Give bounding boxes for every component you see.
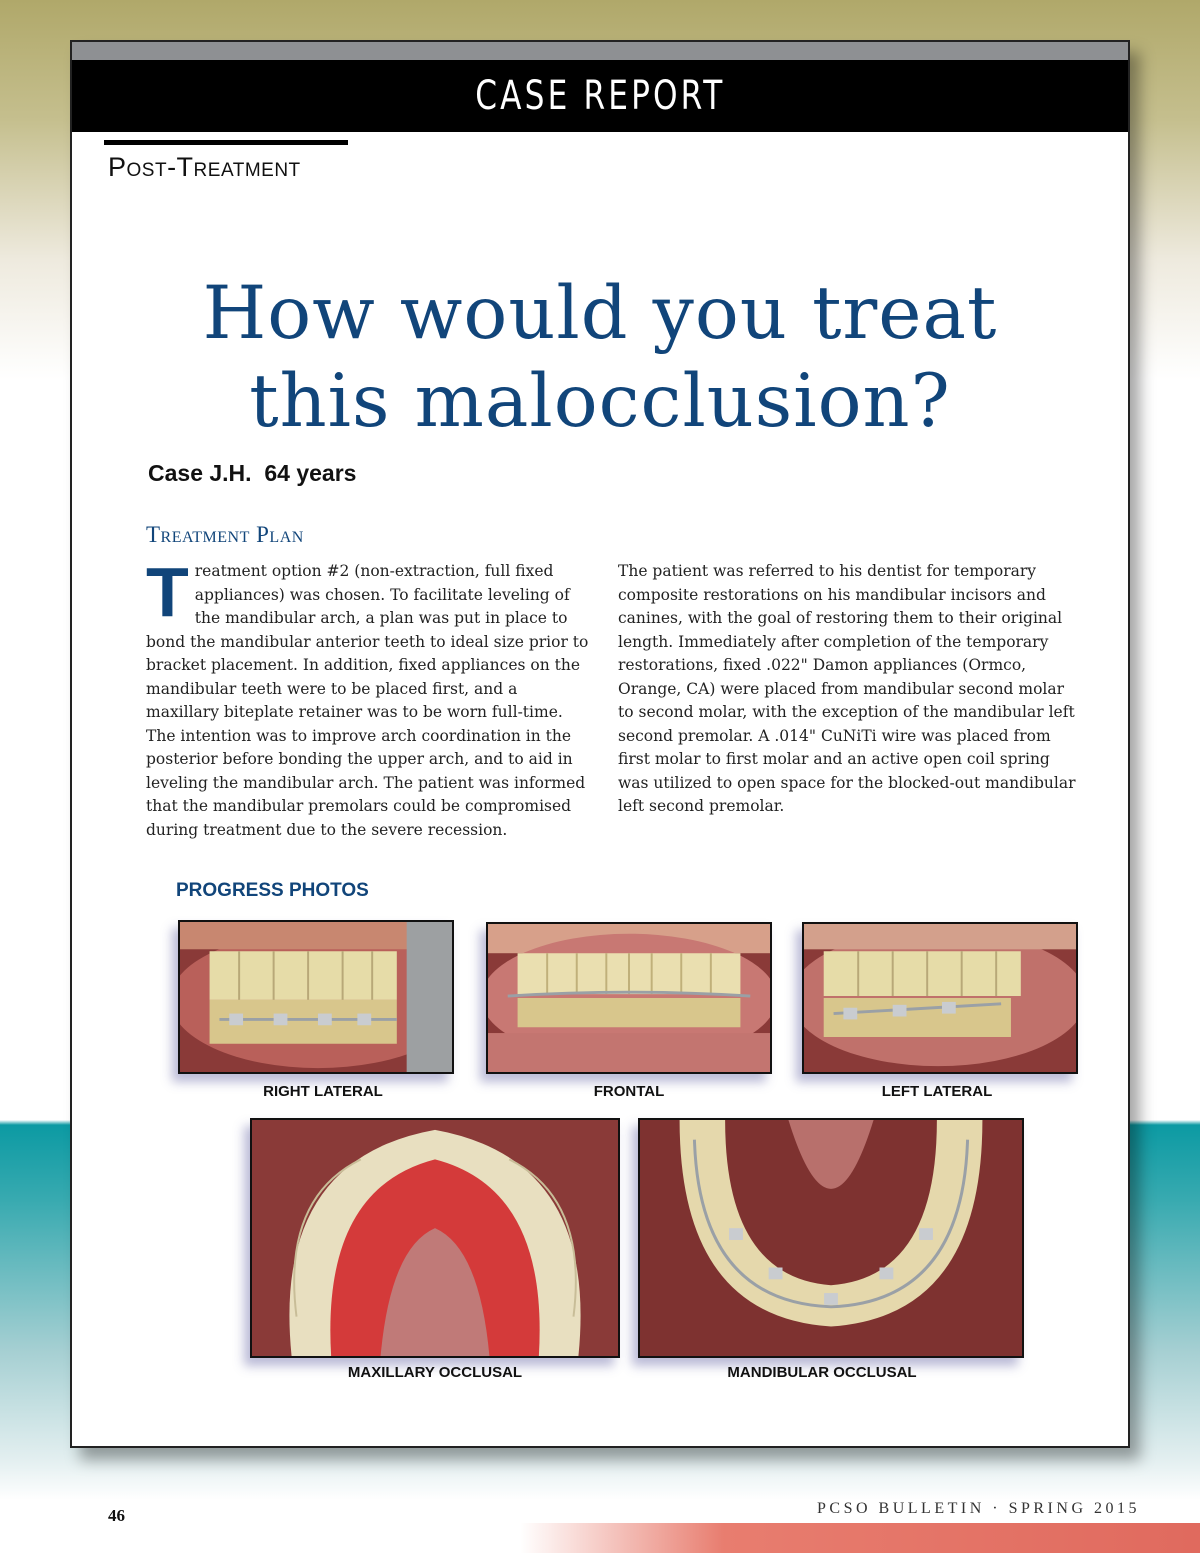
case-age: 64 years [264,460,357,486]
page-number: 46 [108,1506,125,1525]
headline [72,270,1128,446]
photo-frontal [486,922,772,1074]
body-text-2: The patient was referred to his dentist for temporary composite restorations on his mandibular incisors and canines, with the goal of restoring them to their original length. Immediately after completion of the temporary restorations, fixed .022" Damon appliances (Ormco, Orange, CA) were placed from mandibular second molar to second molar, with the exception of the mandibular left second premolar. A .014" CuNiTi wire was placed from first molar to first molar and an active open coil spring was utilized to open space for the blocked-out mandibular left second premolar. [618,562,1076,815]
treatment-plan-heading: Treatment Plan [146,522,304,547]
caption-mandibular-occlusal: MANDIBULAR OCCLUSAL [727,1364,917,1381]
photo-mandibular-occlusal [638,1118,1024,1358]
page-panel [70,40,1130,1448]
photo-left-lateral [802,922,1078,1074]
header-title: CASE REPORT [474,73,726,119]
header-gray-bar [72,42,1128,60]
header-bar [72,60,1128,132]
body-text-1: reatment option #2 (non-extraction, full fixed appliances) was chosen. To facilitate leveling of the mandibular arch, a plan was put in place to bond the mandibular anterior teeth to ideal size prior to bracket placement. In addition, fixed appliances on the mandibular teeth were to be placed first, and a maxillary biteplate retainer was to be worn full-time. The intention was to improve arch coordination in the posterior before bonding the upper arch, and to aid in leveling the mandibular arch. The patient was informed that the mandibular premolars could be compromised during treatment due to the severe recession. [146,562,589,839]
headline-line-1: How would you treat [202,271,998,356]
caption-maxillary-occlusal: MAXILLARY OCCLUSAL [347,1364,523,1381]
headline-line-2: this malocclusion? [249,359,951,444]
section-rule [104,140,348,145]
photo-right-lateral [178,920,454,1074]
photo-maxillary-occlusal [250,1118,620,1358]
caption-left-lateral: LEFT LATERAL [881,1083,993,1100]
case-id: Case J.H. [148,460,252,486]
drop-cap: T [146,553,189,631]
body-column-1 [146,553,592,842]
section-label: Post-Treatment [108,152,301,182]
body-column-2 [618,560,1078,819]
publication-footer: PCSO BULLETIN · SPRING 2015 [817,1500,1140,1517]
bottom-accent-strip [520,1523,1200,1553]
caption-right-lateral: RIGHT LATERAL [263,1083,383,1100]
caption-frontal: FRONTAL [593,1083,665,1100]
progress-photos-title: PROGRESS PHOTOS [176,880,369,901]
case-line [148,460,356,487]
